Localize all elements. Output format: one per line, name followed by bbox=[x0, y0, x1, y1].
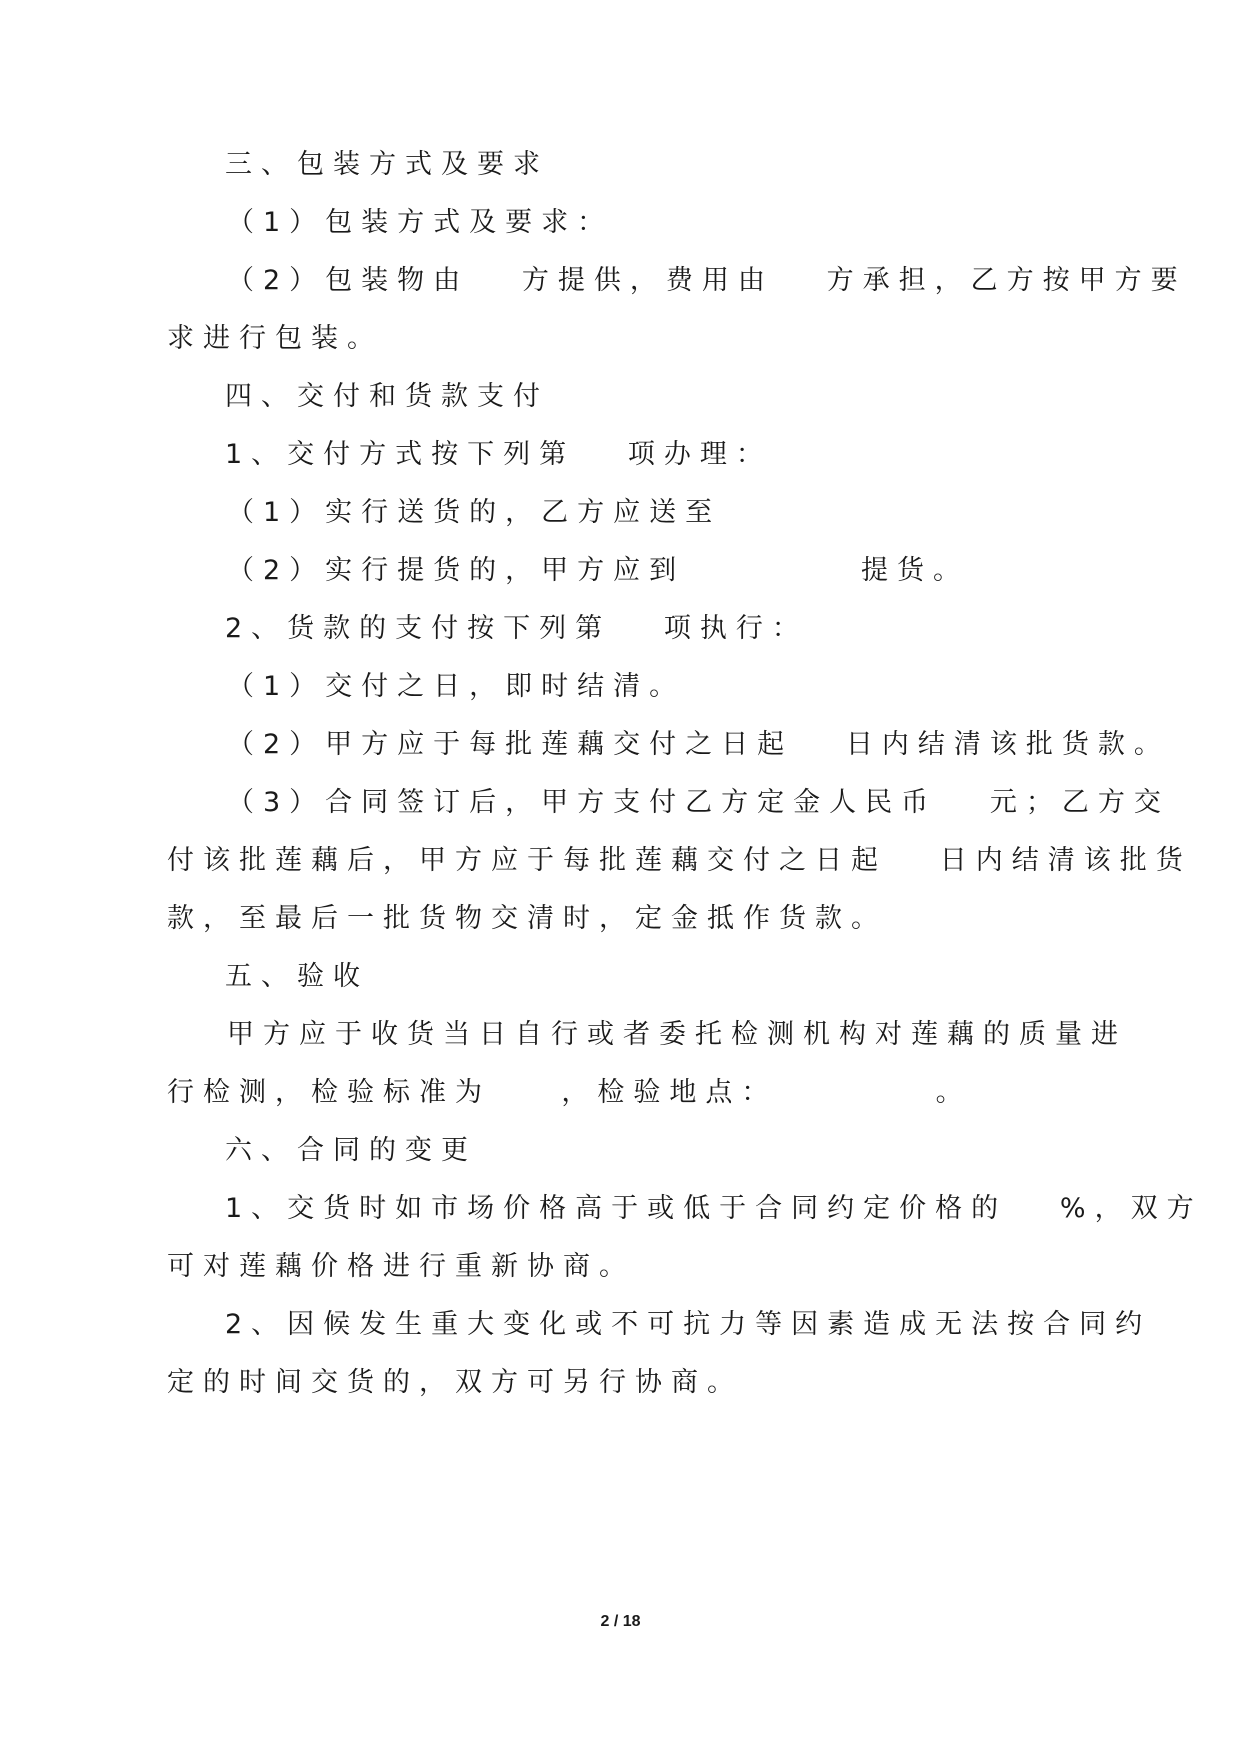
section-heading-packaging: 三、包装方式及要求 bbox=[225, 149, 549, 180]
paragraph-line: 款，至最后一批货物交清时，定金抵作货款。 bbox=[167, 903, 887, 934]
section-heading-contract-changes: 六、合同的变更 bbox=[225, 1135, 477, 1166]
section-heading-delivery-payment: 四、交付和货款支付 bbox=[225, 381, 549, 412]
paragraph-line: 行检测，检验标准为 ，检验地点： 。 bbox=[167, 1077, 972, 1108]
section-heading-acceptance: 五、验收 bbox=[225, 961, 369, 992]
paragraph-line: （1）实行送货的，乙方应送至 bbox=[227, 497, 722, 528]
paragraph-line: 定的时间交货的，双方可另行协商。 bbox=[167, 1367, 743, 1398]
paragraph-line: （1）包装方式及要求： bbox=[227, 207, 614, 238]
paragraph-line: 2、因候发生重大变化或不可抗力等因素造成无法按合同约 bbox=[225, 1309, 1152, 1340]
paragraph-line: （1）交付之日，即时结清。 bbox=[227, 671, 686, 702]
paragraph-line: （2）实行提货的，甲方应到 提货。 bbox=[227, 555, 970, 586]
page-number: 2 / 18 bbox=[600, 1613, 641, 1630]
paragraph-line: （3）合同签订后，甲方支付乙方定金人民币 元；乙方交 bbox=[227, 787, 1170, 818]
paragraph-line: 可对莲藕价格进行重新协商。 bbox=[167, 1251, 635, 1282]
paragraph-line: 1、交付方式按下列第 项办理： bbox=[225, 439, 772, 470]
paragraph-line: 2、货款的支付按下列第 项执行： bbox=[225, 613, 808, 644]
paragraph-line: 求进行包装。 bbox=[167, 323, 383, 354]
paragraph-line: 付该批莲藕后，甲方应于每批莲藕交付之日起 日内结清该批货 bbox=[167, 845, 1192, 876]
paragraph-line: （2）包装物由 方提供，费用由 方承担，乙方按甲方要 bbox=[227, 265, 1187, 296]
paragraph-line: 1、交货时如市场价格高于或低于合同约定价格的 %，双方 bbox=[225, 1193, 1203, 1224]
paragraph-line: （2）甲方应于每批莲藕交付之日起 日内结清该批货款。 bbox=[227, 729, 1170, 760]
paragraph-line: 甲方应于收货当日自行或者委托检测机构对莲藕的质量进 bbox=[227, 1019, 1127, 1050]
